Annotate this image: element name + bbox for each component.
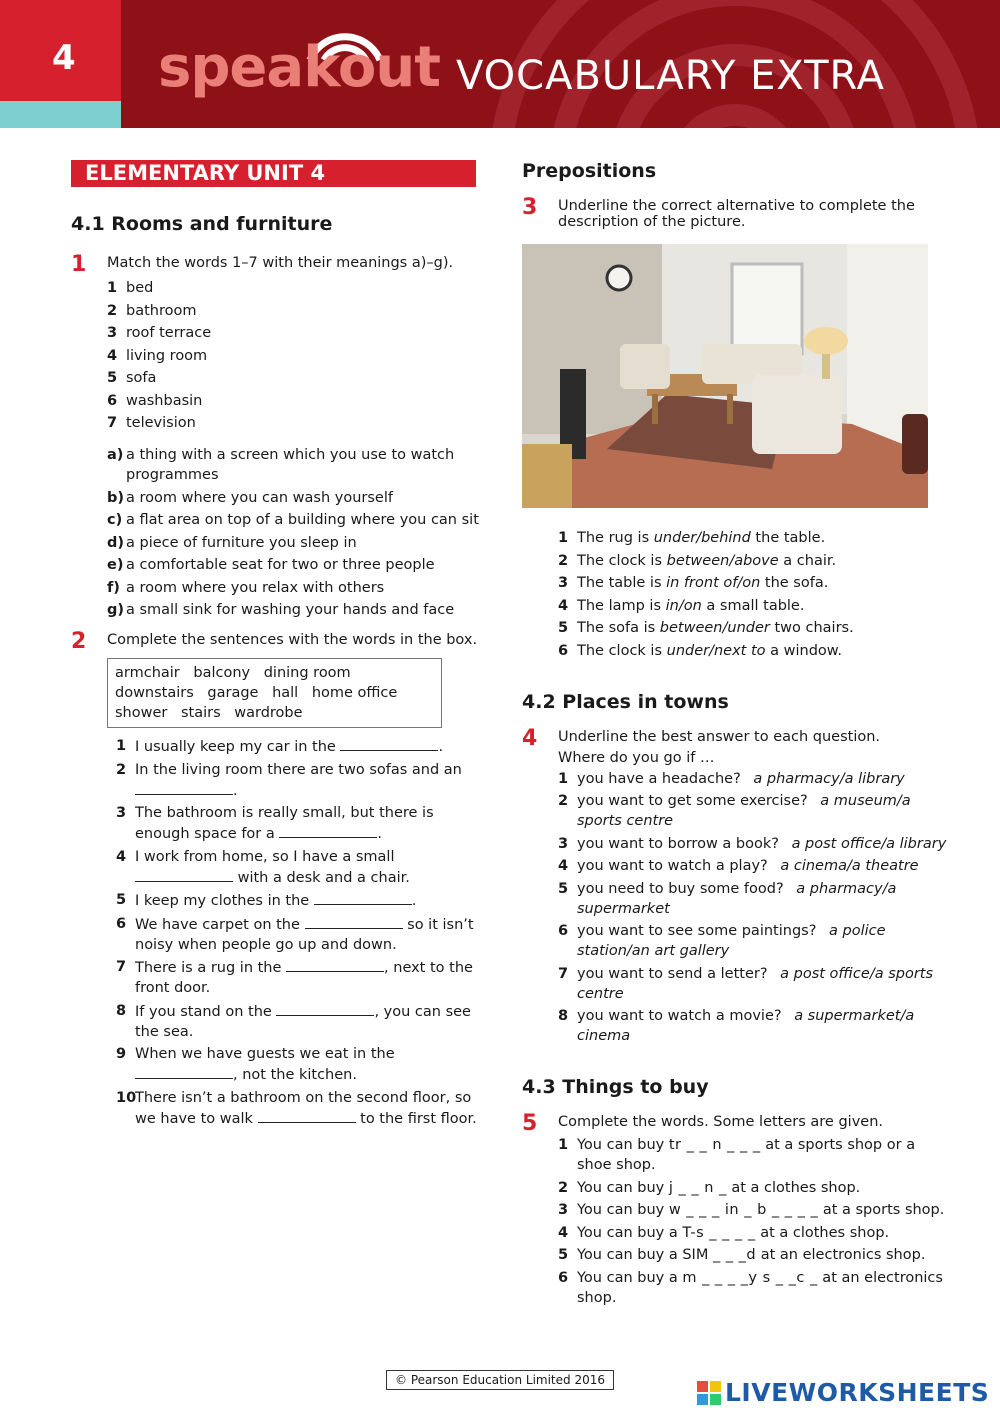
preposition-item (558, 573, 952, 593)
answer-options[interactable]: a post office/a library (791, 835, 947, 852)
item-number: 4 (116, 848, 127, 865)
item-letter: a) (107, 447, 124, 463)
sentence-before: The bathroom is really small, but there is enough space for a (135, 805, 434, 842)
item-number: 4 (107, 347, 118, 364)
item-number: 7 (558, 965, 569, 982)
item-pre: You can buy (577, 1179, 669, 1196)
word-completion-item (558, 1223, 952, 1243)
word-item (107, 278, 481, 298)
answer-options[interactable]: between/above (666, 552, 779, 569)
word-to-complete[interactable]: j _ _ n _ (668, 1179, 727, 1196)
item-text: roof terrace (126, 325, 212, 341)
item-text: bathroom (126, 302, 197, 319)
exercise-2 (71, 629, 481, 1129)
sentence-item (116, 1044, 481, 1085)
exercise-instruction: Complete the sentences with the words in the box. (107, 632, 478, 648)
item-text: a room where you can wash yourself (126, 489, 393, 506)
sentence-before: In the living room there are two sofas and an (135, 761, 462, 778)
item-letter: b) (107, 489, 125, 506)
item-number: 2 (107, 302, 118, 319)
item-pre: You can buy a (577, 1269, 683, 1286)
item-post: a chair. (778, 552, 837, 569)
exercise-instruction: Underline the correct alternative to complete the description of the picture. (558, 198, 915, 230)
section-4-1-heading: 4.1 Rooms and furniture (71, 213, 333, 235)
exercise-number: 2 (71, 629, 87, 654)
item-number: 3 (116, 805, 127, 821)
exercise-4-items (558, 769, 952, 1047)
sentence-after: . (377, 826, 382, 842)
item-pre: You can buy a (577, 1224, 683, 1241)
answer-blank[interactable] (135, 780, 233, 795)
item-pre: The sofa is (577, 620, 660, 636)
word-completion-item (558, 1135, 952, 1175)
item-post: the sofa. (760, 575, 829, 591)
question-item (558, 964, 952, 1004)
word-to-complete[interactable]: _ _ _d (712, 1247, 757, 1263)
box-word: dining room (263, 665, 351, 681)
word-completion-item (558, 1200, 952, 1220)
item-pre: The rug is (577, 530, 654, 546)
item-number: 1 (558, 770, 569, 787)
item-text: a thing with a screen which you use to watch programmes (126, 447, 455, 483)
question-item (558, 834, 952, 854)
item-number: 4 (558, 1224, 569, 1241)
word-completion-item (558, 1178, 952, 1198)
exercise-1 (71, 252, 481, 620)
answer-blank[interactable] (135, 867, 233, 882)
item-number: 3 (558, 1202, 569, 1218)
sentence-item (116, 1001, 481, 1042)
exercise-5 (522, 1111, 952, 1308)
word-item (107, 323, 481, 343)
question-text: you have a headache? (577, 770, 746, 787)
meaning-item (107, 555, 481, 575)
sentence-before: I keep my clothes in the (135, 893, 314, 909)
item-post: at an electronics shop. (756, 1247, 926, 1263)
item-number: 5 (558, 620, 569, 636)
sentence-item (116, 736, 481, 757)
box-word: balcony (193, 665, 251, 681)
item-number: 6 (116, 915, 127, 932)
word-completion-item (558, 1245, 952, 1265)
sentence-after: , you can see the sea. (135, 1003, 471, 1040)
answer-options[interactable]: under/behind (653, 530, 751, 546)
item-post: at an electronics shop. (577, 1269, 943, 1306)
question-text: you want to get some exercise? (577, 793, 813, 809)
sentence-item (116, 803, 481, 844)
question-text: you want to watch a play? (577, 858, 773, 874)
box-word: wardrobe (234, 705, 303, 721)
item-number: 8 (558, 1008, 569, 1024)
sentence-after: . (411, 893, 417, 909)
answer-options[interactable]: in front of/on (666, 575, 761, 591)
preposition-item (558, 551, 952, 571)
word-completion-item (558, 1268, 952, 1308)
item-number: 7 (116, 959, 127, 975)
item-text: washbasin (126, 392, 203, 409)
item-number: 1 (107, 280, 118, 296)
item-letter: d) (107, 534, 125, 551)
sentence-item (116, 957, 481, 998)
meaning-item (107, 600, 481, 620)
item-letter: g) (107, 602, 125, 618)
question-item (558, 856, 952, 876)
meaning-item (107, 578, 481, 598)
box-word: hall (272, 685, 299, 701)
unit-number: 4 (52, 38, 76, 78)
item-number: 2 (116, 761, 127, 778)
answer-blank[interactable] (258, 1108, 356, 1123)
item-number: 3 (558, 575, 569, 591)
item-number: 4 (558, 858, 569, 874)
box-word: home office (311, 685, 398, 701)
item-number: 3 (107, 325, 118, 341)
item-pre: You can buy (577, 1137, 669, 1153)
box-word: downstairs (115, 685, 194, 701)
sentence-item (116, 760, 481, 801)
question-item (558, 921, 952, 961)
liveworksheets-logo-icon (697, 1381, 721, 1405)
word-list (107, 278, 481, 433)
sentence-list (107, 736, 481, 1129)
sentence-after: with a desk and a chair. (233, 869, 410, 886)
item-pre: The clock is (577, 642, 667, 659)
word-to-complete[interactable]: m _ _ _ _y s _ _c _ (682, 1269, 818, 1286)
sentence-after: so it isn’t noisy when people go up and down. (135, 916, 474, 953)
exercise-number: 5 (522, 1111, 538, 1136)
preposition-item (558, 618, 952, 638)
exercise-3-items (522, 528, 952, 661)
prepositions-heading: Prepositions (522, 160, 657, 182)
answer-blank[interactable] (279, 823, 377, 838)
word-to-complete[interactable]: T-s _ _ _ _ (682, 1224, 756, 1241)
item-letter: e) (107, 557, 124, 573)
item-text: sofa (126, 370, 157, 386)
item-number: 9 (116, 1046, 127, 1062)
item-number: 1 (558, 530, 569, 546)
sentence-before: There is a rug in the (135, 960, 287, 976)
answer-options[interactable]: a cinema/a theatre (780, 858, 919, 874)
preposition-item (558, 596, 952, 616)
item-number: 5 (558, 880, 569, 897)
item-number: 3 (558, 835, 569, 852)
answer-blank[interactable] (276, 1001, 374, 1016)
word-item (107, 391, 481, 411)
item-number: 10 (116, 1089, 137, 1106)
sentence-item (116, 1088, 481, 1129)
item-text: a small sink for washing your hands and face (126, 602, 455, 618)
item-post: a window. (765, 642, 842, 659)
word-item (107, 368, 481, 388)
item-number: 1 (558, 1137, 569, 1153)
item-number: 6 (558, 1269, 569, 1286)
box-word: stairs (180, 705, 221, 721)
unit-number-box (0, 0, 121, 101)
exercise-5-items (558, 1135, 952, 1308)
item-pre: The table is (577, 575, 667, 591)
exercise-lead: Where do you go if … (558, 749, 715, 766)
answer-options[interactable]: a supermarket/a cinema (577, 1008, 915, 1044)
answer-blank[interactable] (305, 914, 403, 929)
word-to-complete[interactable]: w _ _ _ in _ b _ _ _ _ (668, 1202, 819, 1218)
sentence-before: I work from home, so I have a small (135, 848, 395, 865)
sentence-item (116, 914, 481, 955)
item-pre: The clock is (577, 552, 667, 569)
sentence-after: to the first floor. (355, 1110, 477, 1127)
meaning-item (107, 533, 481, 553)
box-word: garage (207, 685, 259, 701)
item-number: 7 (107, 415, 118, 431)
item-number: 5 (107, 370, 118, 386)
answer-options[interactable]: in/on (665, 597, 702, 614)
word-item (107, 346, 481, 366)
item-number: 5 (558, 1247, 569, 1263)
exercise-number: 1 (71, 252, 87, 277)
section-4-2-heading: 4.2 Places in towns (522, 690, 729, 713)
exercise-number: 3 (522, 195, 538, 220)
answer-blank[interactable] (314, 890, 412, 905)
sentence-after: . (438, 739, 444, 755)
question-item (558, 791, 952, 831)
answer-options[interactable]: a pharmacy/a supermarket (577, 880, 897, 917)
teal-strip (0, 101, 121, 128)
item-number: 2 (558, 1179, 569, 1196)
item-text: a room where you relax with others (126, 579, 385, 596)
item-text: a piece of furniture you sleep in (126, 534, 357, 551)
meaning-item (107, 510, 481, 530)
meaning-item (107, 445, 481, 485)
item-post: at a clothes shop. (726, 1179, 861, 1196)
item-number: 5 (116, 892, 127, 908)
meaning-list (107, 445, 481, 620)
item-pre: The lamp is (577, 597, 666, 614)
item-number: 2 (558, 793, 569, 809)
sentence-before: I usually keep my car in the (135, 739, 341, 755)
sentence-after: , next to the front door. (135, 960, 473, 996)
sentence-before: We have carpet on the (135, 916, 305, 933)
item-post: at a clothes shop. (755, 1224, 890, 1241)
exercise-number: 4 (522, 725, 538, 751)
liveworksheets-watermark: LIVEWORKSHEETS (725, 1378, 990, 1407)
word-box (107, 658, 442, 728)
item-letter: c) (107, 512, 123, 528)
sentence-item (116, 847, 481, 888)
question-text: you want to see some paintings? (577, 923, 822, 939)
exercise-instruction: Match the words 1–7 with their meanings a)–g). (107, 255, 454, 271)
word-to-complete[interactable]: tr _ _ n _ _ _ (668, 1137, 761, 1153)
item-text: bed (126, 280, 154, 296)
item-text: television (126, 415, 196, 431)
word-item (107, 301, 481, 321)
section-4-3-heading: 4.3 Things to buy (522, 1076, 709, 1098)
item-number: 1 (116, 738, 127, 754)
unit-banner: ELEMENTARY UNIT 4 (71, 160, 476, 187)
word-item (107, 413, 481, 433)
preposition-item (558, 528, 952, 548)
item-text: a comfortable seat for two or three people (126, 557, 435, 573)
item-post: the table. (750, 530, 826, 546)
sentence-before: If you stand on the (135, 1003, 277, 1020)
item-post: a small table. (701, 597, 805, 614)
answer-options[interactable]: a post office/a sports centre (577, 965, 934, 1002)
sentence-before: When we have guests we eat in the (135, 1046, 395, 1062)
question-text: you want to send a letter? (577, 965, 773, 982)
question-text: you want to borrow a book? (577, 835, 784, 852)
item-number: 4 (558, 597, 569, 614)
item-number: 2 (558, 552, 569, 569)
sentence-after: . (233, 782, 238, 799)
left-column (71, 160, 481, 1131)
item-post: at a sports shop or a shoe shop. (577, 1137, 916, 1173)
question-text: you need to buy some food? (577, 880, 789, 897)
right-column (522, 160, 952, 1310)
preposition-item (558, 641, 952, 661)
item-post: at a sports shop. (818, 1202, 945, 1218)
question-item (558, 769, 952, 789)
answer-blank[interactable] (340, 736, 438, 751)
item-pre: You can buy (577, 1202, 669, 1218)
box-word: armchair (115, 665, 180, 681)
answer-options[interactable]: a pharmacy/a library (753, 770, 905, 787)
living-room-illustration (522, 244, 928, 508)
meaning-item (107, 488, 481, 508)
question-text: you want to watch a movie? (577, 1008, 787, 1024)
box-word: shower (115, 705, 168, 721)
item-pre: You can buy a SIM (577, 1247, 713, 1263)
item-number: 6 (558, 923, 569, 939)
living-room-photo (522, 244, 928, 508)
copyright-notice: © Pearson Education Limited 2016 (386, 1370, 614, 1390)
page-header (0, 0, 1000, 128)
answer-options[interactable]: between/under (659, 620, 770, 636)
header-title: VOCABULARY EXTRA (456, 53, 886, 99)
sentence-before: There isn’t a bathroom on the second floor, so we have to walk (135, 1089, 472, 1127)
item-text: a flat area on top of a building where you can sit (126, 512, 479, 528)
exercise-3 (522, 195, 952, 230)
speakout-logo: speakout (158, 35, 441, 100)
item-letter: f) (107, 579, 120, 596)
question-item (558, 879, 952, 919)
answer-blank[interactable] (135, 1064, 233, 1079)
item-post: two chairs. (769, 620, 854, 636)
answer-options[interactable]: a museum/a sports centre (577, 793, 911, 829)
item-number: 6 (107, 392, 118, 409)
answer-options[interactable]: a police station/an art gallery (577, 923, 886, 959)
answer-blank[interactable] (286, 957, 384, 972)
item-number: 8 (116, 1002, 127, 1019)
exercise-instruction: Complete the words. Some letters are given. (558, 1114, 883, 1130)
exercise-4 (522, 725, 952, 1047)
answer-options[interactable]: under/next to (666, 642, 766, 659)
item-number: 6 (558, 642, 569, 659)
question-item (558, 1006, 952, 1046)
exercise-instruction: Underline the best answer to each question. (558, 728, 881, 745)
item-text: living room (126, 347, 208, 364)
sentence-item (116, 890, 481, 911)
sentence-after: , not the kitchen. (233, 1067, 357, 1083)
